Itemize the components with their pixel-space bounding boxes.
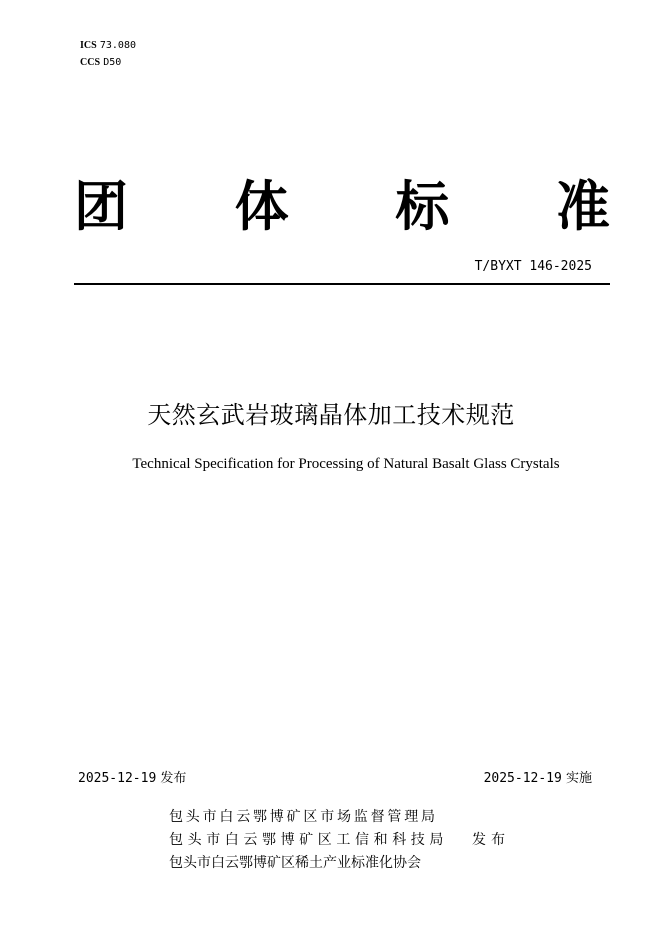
heading-char-2: 体 — [234, 174, 289, 238]
ics-code — [80, 37, 136, 54]
classification-codes — [80, 37, 136, 71]
standard-type-heading — [74, 170, 610, 238]
ccs-value: D50 — [103, 57, 122, 68]
ics-value: 73.080 — [99, 40, 136, 51]
ccs-code — [80, 54, 136, 71]
header-divider — [74, 283, 610, 285]
issuing-organizations — [169, 806, 448, 875]
heading-char-4: 准 — [555, 174, 610, 238]
issuer-1: 包头市白云鄂博矿区市场监督管理局 — [169, 809, 438, 825]
implement-date-line — [484, 767, 592, 786]
standard-number: T/BYXT 146-2025 — [474, 259, 592, 274]
ccs-label: CCS — [80, 57, 101, 68]
publish-date-line — [78, 767, 186, 786]
heading-char-1: 团 — [74, 174, 128, 238]
publish-label: 发布 — [160, 771, 187, 786]
publish-date: 2025-12-19 — [78, 771, 157, 786]
implement-date: 2025-12-19 — [483, 771, 562, 786]
document-title-en: Technical Specification for Processing of Natural Basalt Glass Crystals — [132, 456, 560, 472]
implement-label: 实施 — [565, 771, 592, 786]
document-title-cn: 天然玄武岩玻璃晶体加工技术规范 — [147, 401, 515, 429]
heading-char-3: 标 — [395, 174, 450, 238]
issuer-2: 包头市白云鄂博矿区工信和科技局 — [169, 832, 448, 848]
issuer-3: 包头市白云鄂博矿区稀土产业标准化协会 — [169, 855, 421, 871]
ics-label: ICS — [80, 40, 97, 51]
issue-label: 发布 — [472, 832, 510, 848]
